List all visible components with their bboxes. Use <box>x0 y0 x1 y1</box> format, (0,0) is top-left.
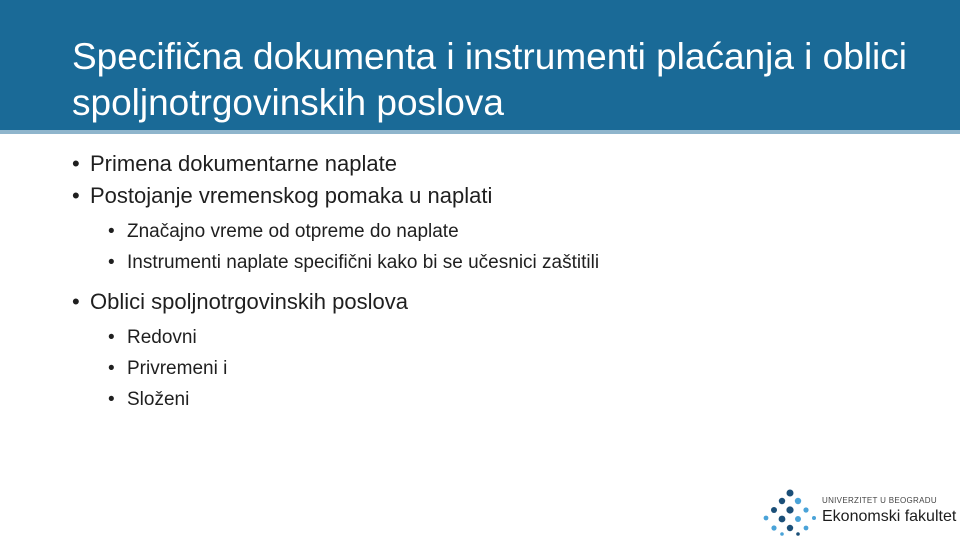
header-divider <box>0 130 960 134</box>
sub-bullet-text: Značajno vreme od otpreme do naplate <box>127 221 459 242</box>
bullet-marker: • <box>108 252 115 273</box>
bullet-item <box>72 180 912 212</box>
logo-dots-icon <box>760 488 820 536</box>
slide-title: Specifična dokumenta i instrumenti plaćanja i oblici spoljnotrgovinskih poslova <box>72 36 907 123</box>
bullet-marker: • <box>108 389 115 410</box>
sub-bullet-item <box>72 247 912 278</box>
sub-bullet-text: Složeni <box>127 389 190 410</box>
sub-bullet-item <box>72 353 912 384</box>
sub-bullet-item <box>72 322 912 353</box>
sub-bullet-item <box>72 384 912 415</box>
sub-bullet-text: Privremeni i <box>127 358 228 379</box>
logo-faculty-text: Ekonomski fakultet <box>822 508 957 525</box>
bullet-item <box>72 148 912 180</box>
bullet-text: Primena dokumentarne naplate <box>90 151 397 176</box>
bullet-text: Oblici spoljnotrgovinskih poslova <box>90 289 408 314</box>
faculty-logo <box>760 488 955 536</box>
bullet-marker: • <box>108 221 115 242</box>
bullet-marker: • <box>72 289 80 314</box>
bullet-marker: • <box>108 327 115 348</box>
logo-university-text: UNIVERZITET U BEOGRADU <box>822 496 937 505</box>
slide-body <box>72 148 912 415</box>
sub-bullet-text: Redovni <box>127 327 197 348</box>
bullet-marker: • <box>72 151 80 176</box>
bullet-item <box>72 286 912 318</box>
sub-bullet-text: Instrumenti naplate specifični kako bi se učesnici zaštitili <box>127 252 600 273</box>
bullet-marker: • <box>108 358 115 379</box>
bullet-marker: • <box>72 183 80 208</box>
slide-header <box>0 0 960 130</box>
bullet-text: Postojanje vremenskog pomaka u naplati <box>90 183 493 208</box>
sub-bullet-item <box>72 216 912 247</box>
